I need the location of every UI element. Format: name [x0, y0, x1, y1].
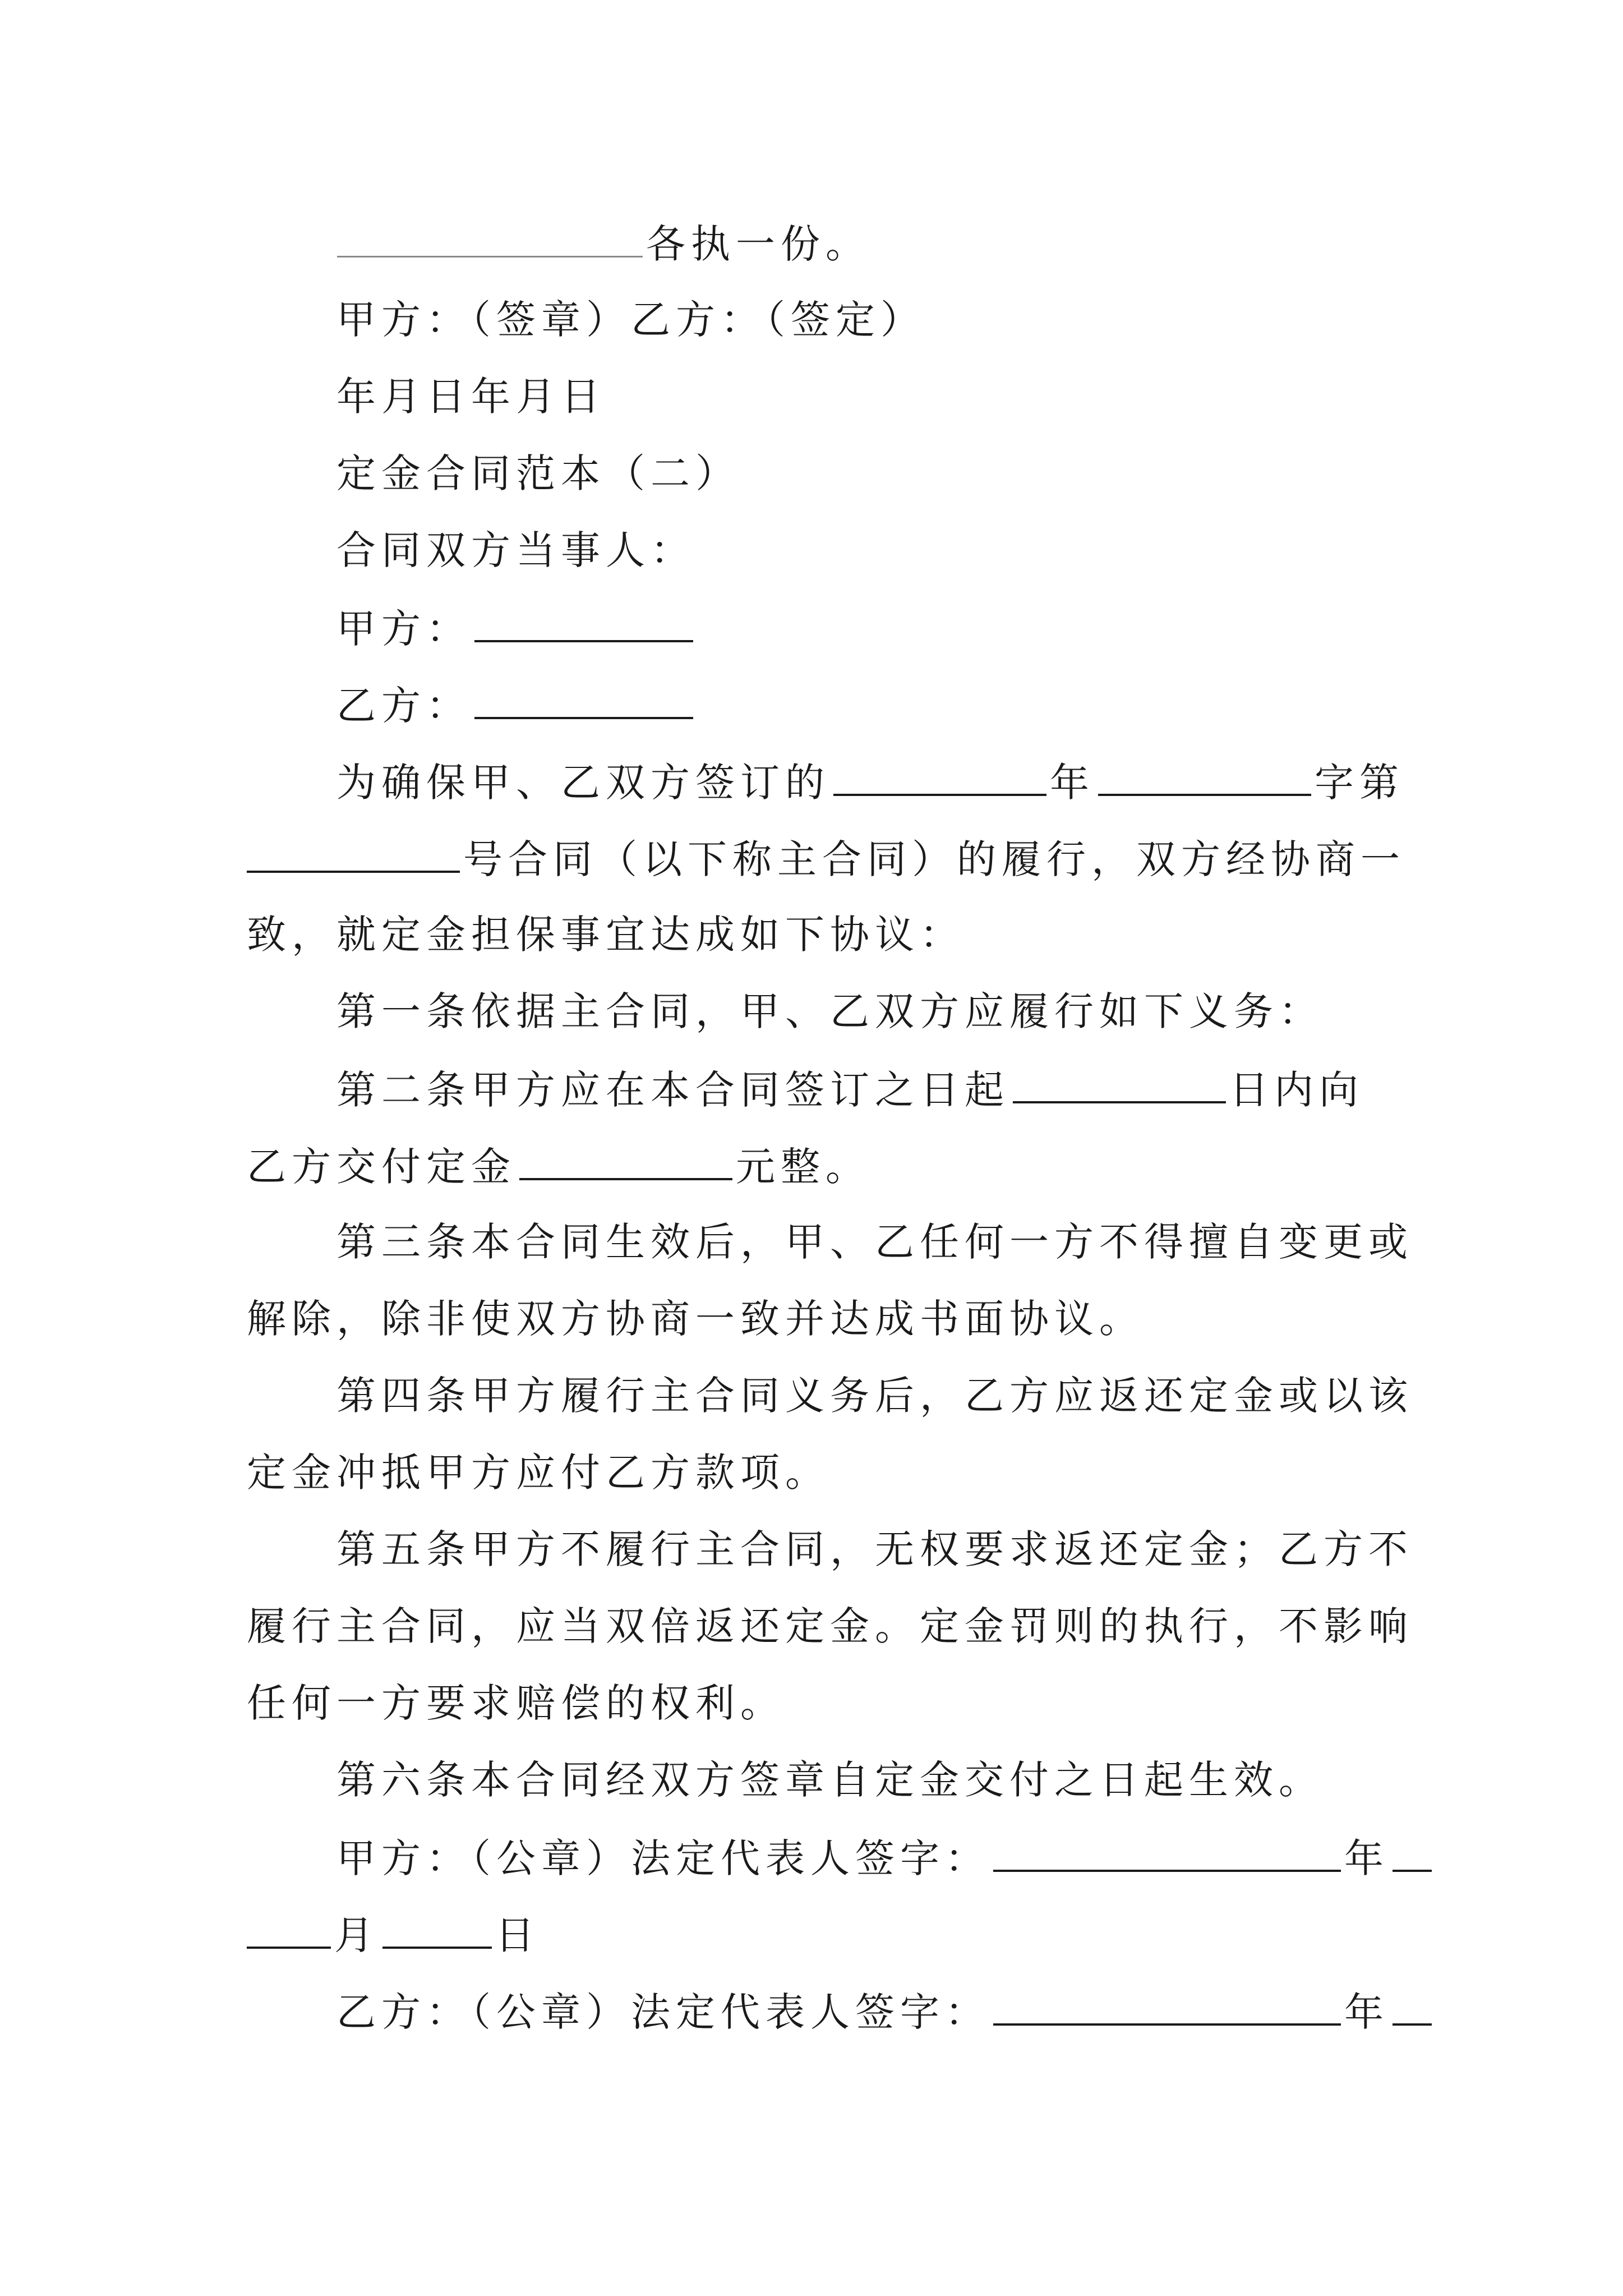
line-text: 第二条甲方应在本合同签订之日起	[336, 1067, 1009, 1113]
text-line	[336, 683, 697, 729]
article-5	[336, 1526, 1413, 1572]
line-text: 第三条本合同生效后，甲、乙任何一方不得擅自变更或	[336, 1219, 1413, 1265]
line-text: 乙方：（公章）法定代表人签字：	[336, 1989, 990, 2035]
line-text: 年	[1344, 1835, 1389, 1881]
line-text: 日	[495, 1912, 540, 1958]
fill-blank	[1098, 761, 1311, 796]
signature-blank	[993, 1837, 1341, 1872]
parties-heading: 合同双方当事人：	[336, 527, 695, 573]
line-text: 为确保甲、乙双方签订的	[336, 760, 830, 806]
line-text: 致，就定金担保事宜达成如下协议：	[247, 912, 965, 958]
text-line	[247, 1450, 830, 1496]
date-line: 年月日年月日	[336, 374, 606, 420]
article-6	[336, 1757, 1324, 1803]
line-text: 各执一份。	[646, 221, 870, 267]
text-line	[334, 221, 870, 267]
party-a-blank	[474, 608, 693, 642]
line-text: 月	[334, 1912, 379, 1958]
line-text: 履行主合同，应当双倍返还定金。定金罚则的执行，不影响	[247, 1603, 1413, 1649]
line-text: 第四条甲方履行主合同义务后，乙方应返还定金或以该	[336, 1373, 1413, 1419]
text-line	[336, 606, 697, 652]
fill-blank	[519, 1145, 732, 1180]
line-text: 日内向	[1229, 1067, 1364, 1113]
line-text: 任何一方要求赔偿的权利。	[247, 1680, 785, 1726]
article-2	[336, 1067, 1364, 1113]
line-text: 字第	[1315, 760, 1404, 806]
line-text: 年	[1050, 760, 1095, 806]
fill-blank	[247, 838, 460, 873]
text-line	[247, 912, 965, 958]
text-line	[336, 760, 1404, 806]
party-b-label: 乙方：	[336, 683, 471, 729]
line-text: 第五条甲方不履行主合同，无权要求返还定金；乙方不	[336, 1526, 1413, 1572]
party-a-label: 甲方：	[336, 606, 471, 652]
fill-blank	[247, 1914, 331, 1949]
fill-blank	[1013, 1069, 1226, 1103]
article-1	[336, 988, 1324, 1034]
line-text: 甲方：（公章）法定代表人签字：	[336, 1835, 990, 1881]
text-line	[247, 836, 1405, 882]
text-line	[247, 1144, 870, 1190]
line-text: 乙方交付定金	[247, 1144, 516, 1190]
fill-blank	[337, 223, 643, 257]
fill-blank	[1393, 1991, 1432, 2026]
signature-heading: 甲方：（签章）乙方：（签定）	[336, 297, 925, 343]
party-b-signature-line	[336, 1989, 1435, 2035]
section-title	[336, 450, 740, 496]
text-line	[336, 374, 606, 420]
line-text: 定金冲抵甲方应付乙方款项。	[247, 1450, 830, 1496]
fill-blank	[833, 761, 1046, 796]
text-line	[336, 527, 695, 573]
contract-title: 定金合同范本（二）	[336, 450, 740, 496]
line-text: 元整。	[736, 1144, 870, 1190]
text-line	[247, 1680, 785, 1726]
text-line	[247, 1912, 540, 1958]
article-4	[336, 1373, 1413, 1419]
line-text: 第一条依据主合同，甲、乙双方应履行如下义务：	[336, 988, 1324, 1034]
signature-blank	[993, 1991, 1341, 2026]
line-text: 号合同（以下称主合同）的履行，双方经协商一	[463, 836, 1405, 882]
article-3	[336, 1219, 1413, 1265]
line-text: 年	[1344, 1989, 1389, 2035]
line-text: 第六条本合同经双方签章自定金交付之日起生效。	[336, 1757, 1324, 1803]
text-line	[336, 297, 925, 343]
text-line	[247, 1296, 1144, 1342]
party-a-signature-line	[336, 1835, 1435, 1881]
party-b-blank	[474, 684, 693, 719]
fill-blank	[382, 1914, 492, 1949]
line-text: 解除，除非使双方协商一致并达成书面协议。	[247, 1296, 1144, 1342]
text-line	[247, 1603, 1413, 1649]
fill-blank	[1393, 1837, 1432, 1872]
